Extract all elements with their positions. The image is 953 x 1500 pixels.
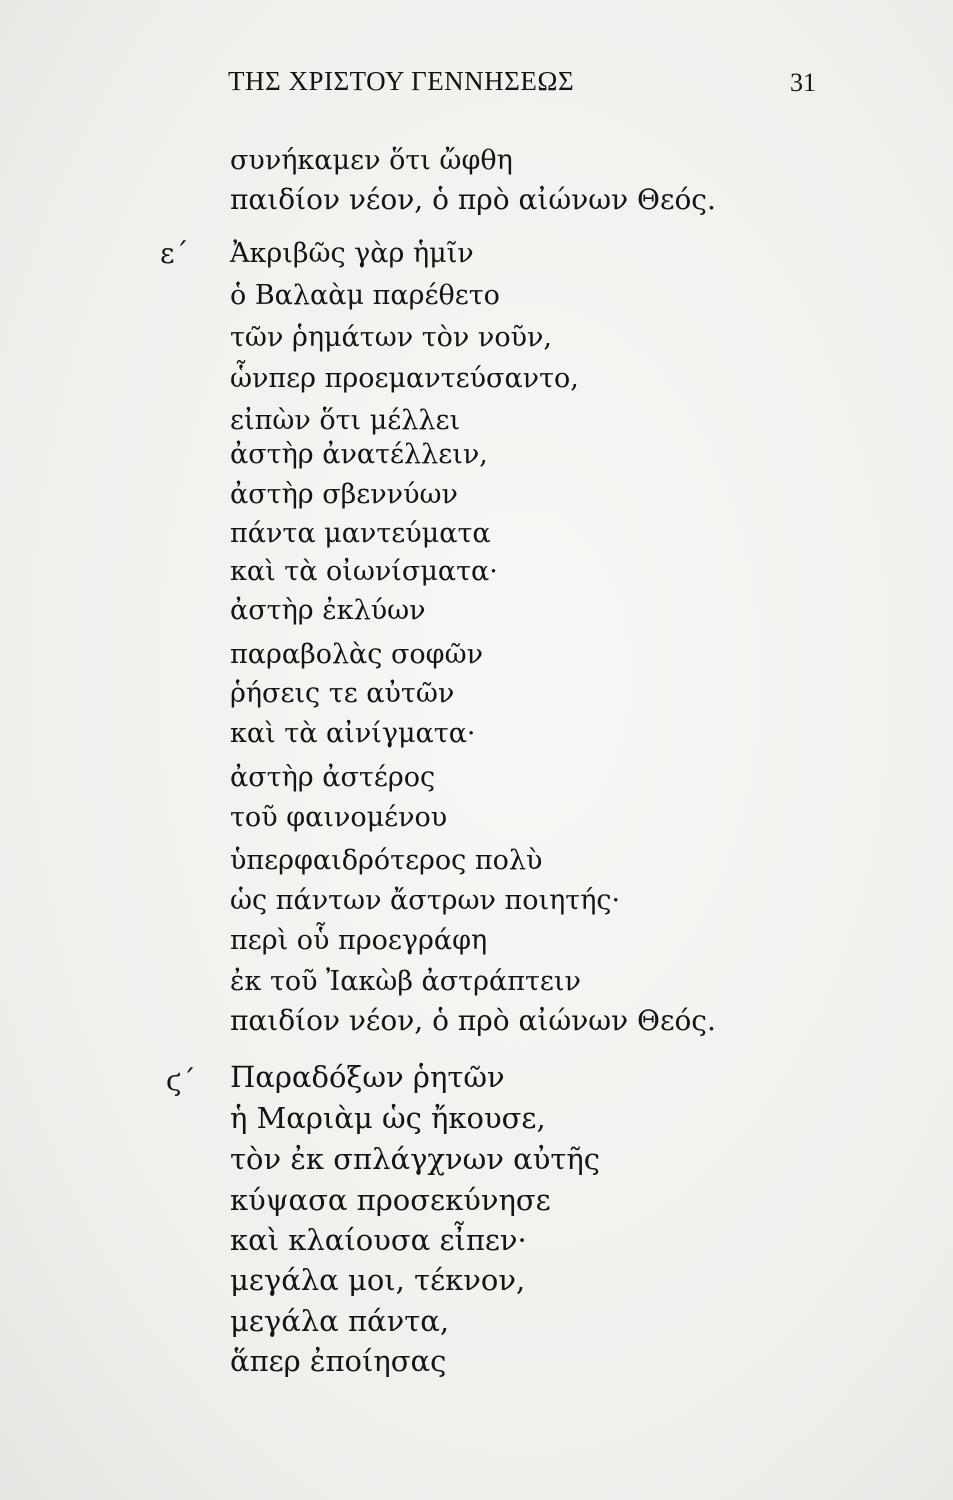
verse-line: μεγάλα μοι, τέκνον,: [230, 1263, 526, 1297]
verse-line: Παραδόξων ῥητῶν: [230, 1060, 505, 1094]
verse-line: τῶν ῥημάτων τὸν νοῦν,: [230, 322, 552, 353]
verse-line: πάντα μαντεύματα: [230, 518, 491, 549]
verse-line: μεγάλα πάντα,: [230, 1304, 450, 1338]
refrain-line: παιδίον νέον, ὁ πρὸ αἰώνων Θεός.: [230, 183, 716, 216]
verse-line: Ἀκριβῶς γὰρ ἡμῖν: [230, 238, 474, 269]
verse-line: τὸν ἐκ σπλάγχνων αὐτῆς: [230, 1142, 600, 1176]
verse-line: παραβολὰς σοφῶν: [230, 639, 484, 670]
refrain-line: παιδίον νέον, ὁ πρὸ αἰώνων Θεός.: [230, 1004, 716, 1037]
verse-line: ἀστὴρ ἀνατέλλειν,: [230, 439, 488, 470]
verse-line: ὧνπερ προεμαντεύσαντο,: [230, 363, 579, 394]
verse-line: περὶ οὗ προεγράφη: [230, 925, 488, 956]
verse-line: καὶ τὰ αἰνίγματα·: [230, 718, 476, 749]
verse-line: ὁ Βαλαὰμ παρέθετο: [230, 280, 500, 311]
verse-line: συνήκαμεν ὅτι ὤφθη: [230, 145, 513, 176]
stanza-marker: ϛ΄: [166, 1064, 196, 1097]
verse-line: καὶ κλαίουσα εἶπεν·: [230, 1223, 527, 1257]
verse-line: ἀστὴρ ἀστέρος: [230, 762, 436, 793]
stanza-marker: ε΄: [160, 237, 189, 270]
verse-line: ὡς πάντων ἄστρων ποιητής·: [230, 885, 621, 916]
verse-line: ὑπερφαιδρότερος πολὺ: [230, 845, 543, 876]
page-number: 31: [790, 68, 816, 97]
verse-line: καὶ τὰ οἰωνίσματα·: [230, 556, 498, 587]
verse-line: ἀστὴρ σβεννύων: [230, 479, 458, 510]
verse-line: ἐκ τοῦ Ἰακὼβ ἀστράπτειν: [230, 966, 581, 997]
verse-line: ῥήσεις τε αὐτῶν: [230, 678, 455, 709]
verse-line: κύψασα προσεκύνησε: [230, 1183, 551, 1217]
verse-line: ἅπερ ἐποίησας: [230, 1344, 447, 1378]
verse-line: ἡ Μαριὰμ ὡς ἤκουσε,: [230, 1101, 546, 1135]
verse-line: τοῦ φαινομένου: [230, 802, 448, 833]
verse-line: εἰπὼν ὅτι μέλλει: [230, 405, 461, 436]
verse-line: ἀστὴρ ἐκλύων: [230, 595, 426, 626]
running-header-title: ΤΗΣ ΧΡΙΣΤΟΥ ΓΕΝΝΗΣΕΩΣ: [228, 66, 575, 96]
